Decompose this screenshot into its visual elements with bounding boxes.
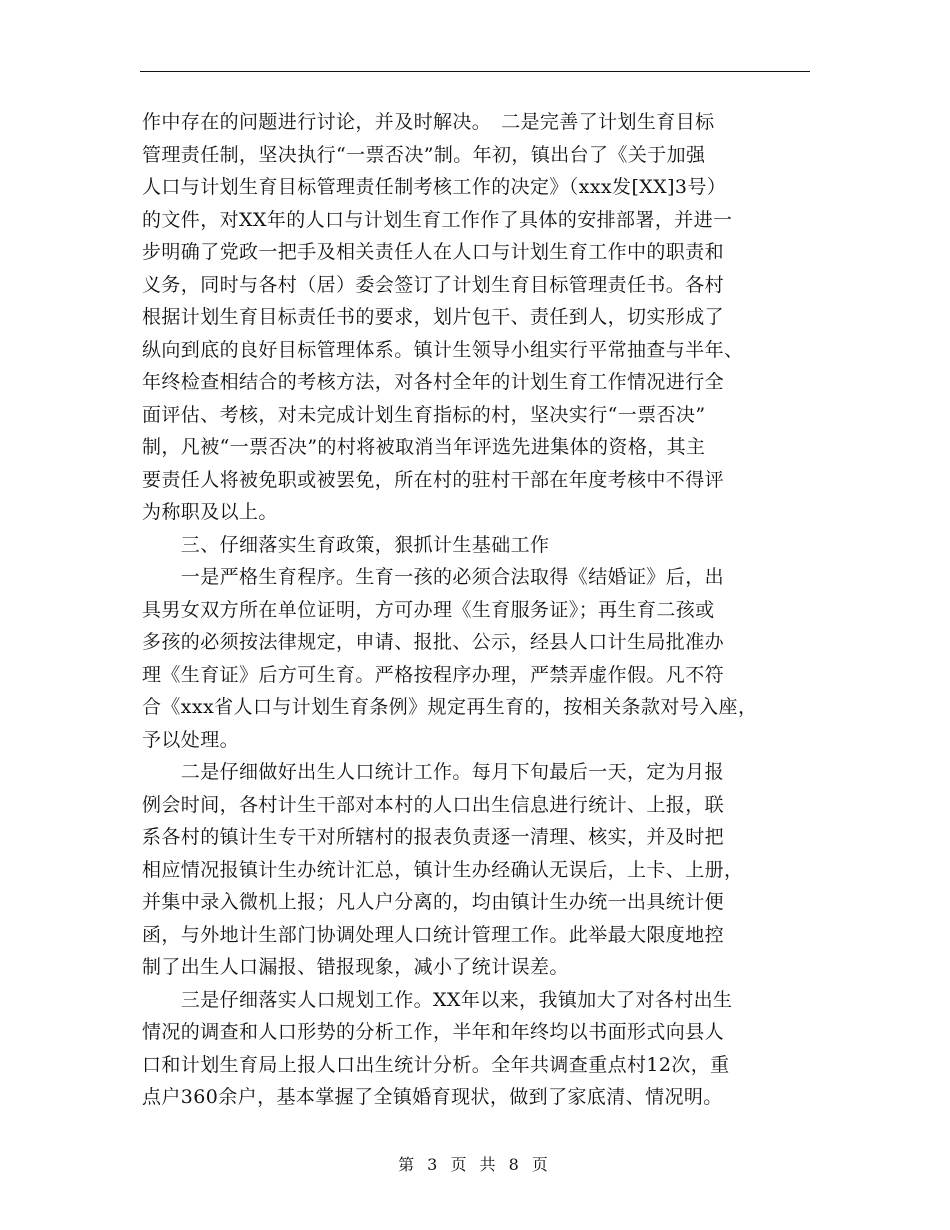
- text-line: 口和计划生育局上报人口出生统计分析。全年共调查重点村12次，重: [142, 1053, 730, 1076]
- text-line: 三是仔细落实人口规划工作。XX年以来，我镇加大了对各村出生: [142, 988, 733, 1011]
- text-line: 相应情况报镇计生办统计汇总，镇计生办经确认无误后，上卡、上册，: [142, 858, 744, 881]
- text-line: 年终检查相结合的考核方法，对各村全年的计划生育工作情况进行全: [142, 371, 725, 393]
- text-line: 制，凡被“一票否决”的村将被取消当年评选先进集体的资格，其主: [142, 436, 706, 458]
- text-line: 人口与计划生育目标管理责任制考核工作的决定》（xxx发[XX]3号）: [142, 176, 727, 198]
- text-line: 一是严格生育程序。生育一孩的必须合法取得《结婚证》后，出: [142, 566, 725, 588]
- text-line: 合《xxx省人口与计划生育条例》规定再生育的，按相关条款对号入座，: [142, 696, 758, 718]
- text-line: 步明确了党政一把手及相关责任人在人口与计划生育工作中的职责和: [142, 241, 725, 263]
- text-line: 为称职及以上。: [142, 501, 278, 523]
- text-line: 点户360余户，基本掌握了全镇婚育现状，做到了家底清、情况明。: [142, 1086, 723, 1108]
- text-line: 情况的调查和人口形势的分析工作，半年和年终均以书面形式向县人: [142, 1021, 725, 1043]
- text-line: 要责任人将被免职或被罢免，所在村的驻村干部在年度考核中不得评: [142, 468, 725, 491]
- text-line: 制了出生人口漏报、错报现象，减小了统计误差。: [142, 956, 569, 978]
- text-line: 二是仔细做好出生人口统计工作。每月下旬最后一天，定为月报: [142, 761, 725, 783]
- text-line: 的文件，对XX年的人口与计划生育工作作了具体的安排部署，并进一: [142, 208, 733, 231]
- text-line: 三、仔细落实生育政策，狠抓计生基础工作: [142, 533, 550, 556]
- text-line: 面评估、考核，对未完成计划生育指标的村，坚决实行“一票否决”: [142, 403, 706, 426]
- text-line: 作中存在的问题进行讨论，并及时解决。 二是完善了计划生育目标: [142, 111, 715, 133]
- document-body: [142, 106, 810, 1114]
- text-line: 系各村的镇计生专干对所辖村的报表负责逐一清理、核实，并及时把: [142, 826, 725, 848]
- text-line: 多孩的必须按法律规定，申请、报批、公示，经县人口计生局批准办: [142, 631, 725, 653]
- text-line: 义务，同时与各村（居）委会签订了计划生育目标管理责任书。各村: [142, 273, 725, 296]
- header-rule: [140, 71, 810, 72]
- text-line: 管理责任制，坚决执行“一票否决”制。年初，镇出台了《关于加强: [142, 143, 706, 166]
- text-line: 函，与外地计生部门协调处理人口统计管理工作。此举最大限度地控: [142, 923, 725, 946]
- text-line: 理《生育证》后方可生育。严格按程序办理，严禁弄虚作假。凡不符: [142, 663, 725, 686]
- page-footer: 第 3 页 共 8 页: [398, 1155, 552, 1174]
- text-line: 例会时间，各村计生干部对本村的人口出生信息进行统计、上报，联: [142, 793, 725, 816]
- text-line: 根据计划生育目标责任书的要求，划片包干、责任到人，切实形成了: [142, 306, 725, 328]
- text-line: 具男女双方所在单位证明，方可办理《生育服务证》；再生育二孩或: [142, 598, 715, 621]
- text-line: 纵向到底的良好目标管理体系。镇计生领导小组实行平常抽查与半年、: [142, 338, 744, 361]
- text-line: 予以处理。: [142, 728, 240, 751]
- text-line: 并集中录入微机上报；凡人户分离的，均由镇计生办统一出具统计便: [142, 891, 725, 913]
